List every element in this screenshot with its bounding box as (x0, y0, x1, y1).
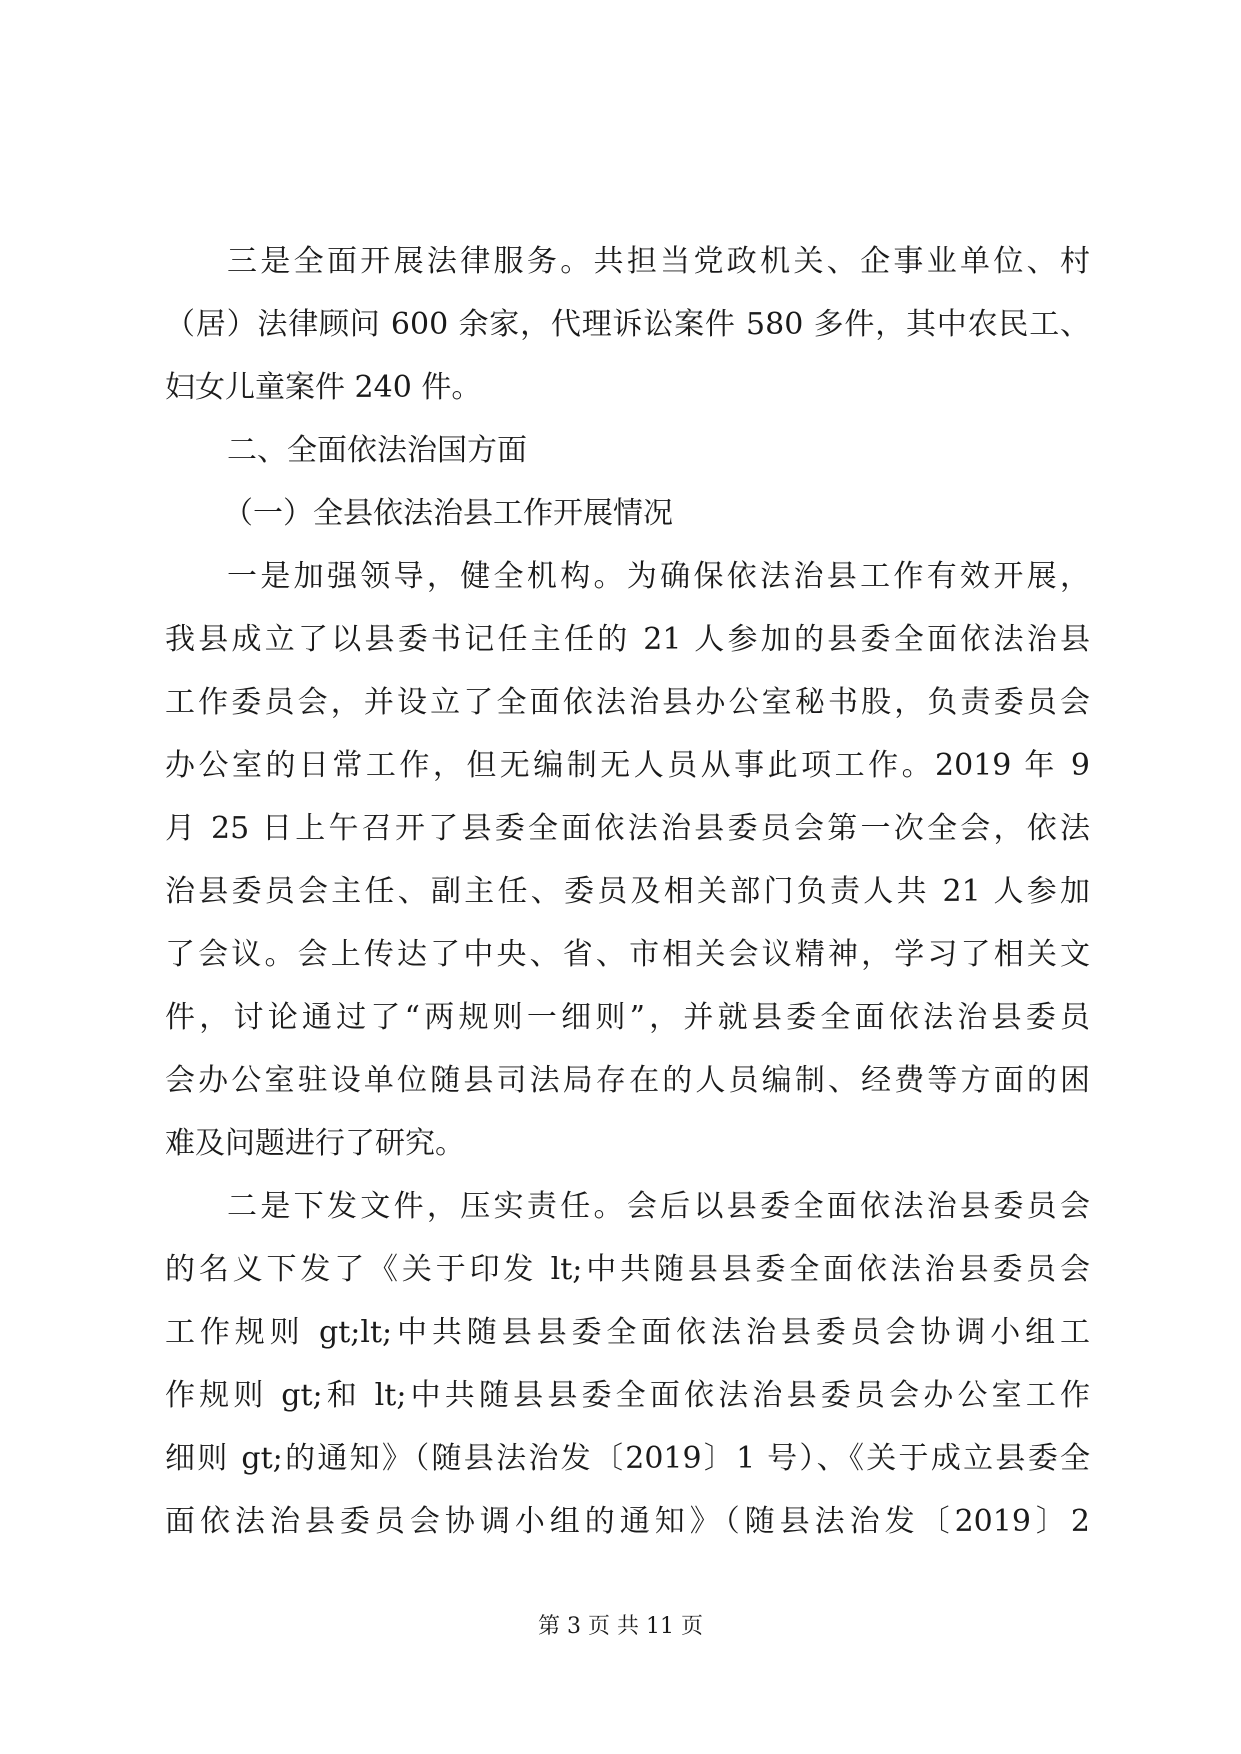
paragraph-line: 妇女儿童案件 240 件。 (165, 370, 482, 405)
paragraph-line: 了会议。会上传达了中央、省、市相关会议精神，学习了相关文 (165, 937, 1090, 972)
paragraph-line: 三是全面开展法律服务。共担当党政机关、企事业单位、村 (227, 244, 1090, 279)
paragraph-line: 工作规则 gt;lt;中共随县县委全面依法治县委员会协调小组工 (165, 1315, 1090, 1350)
paragraph-line: 的名义下发了《关于印发 lt;中共随县县委全面依法治县委员会 (165, 1252, 1090, 1287)
paragraph-line: 办公室的日常工作，但无编制无人员从事此项工作。2019 年 9 (165, 748, 1090, 783)
page-number-footer: 第 3 页 共 11 页 (538, 1614, 703, 1639)
section-heading: 二、全面依法治国方面 (227, 433, 527, 468)
paragraph-line: 一是加强领导，健全机构。为确保依法治县工作有效开展， (227, 559, 1090, 594)
paragraph-line: 难及问题进行了研究。 (165, 1126, 465, 1161)
paragraph-line: 面依法治县委员会协调小组的通知》（随县法治发〔2019〕2 (165, 1504, 1090, 1539)
paragraph-line: 会办公室驻设单位随县司法局存在的人员编制、经费等方面的困 (165, 1063, 1090, 1098)
paragraph-line: 细则 gt;的通知》（随县法治发〔2019〕1 号）、《关于成立县委全 (165, 1441, 1090, 1476)
subsection-heading: （一）全县依法治县工作开展情况 (223, 496, 673, 531)
paragraph-line: 我县成立了以县委书记任主任的 21 人参加的县委全面依法治县 (165, 622, 1090, 657)
paragraph-line: 工作委员会，并设立了全面依法治县办公室秘书股，负责委员会 (165, 685, 1090, 720)
paragraph-line: 治县委员会主任、副主任、委员及相关部门负责人共 21 人参加 (165, 874, 1090, 909)
document-body (165, 230, 1090, 1553)
paragraph-line: 作规则 gt;和 lt;中共随县县委全面依法治县委员会办公室工作 (165, 1378, 1090, 1413)
paragraph-line: （居）法律顾问 600 余家，代理诉讼案件 580 多件，其中农民工、 (165, 307, 1090, 342)
paragraph-line: 件，讨论通过了“两规则一细则”，并就县委全面依法治县委员 (165, 1000, 1090, 1035)
paragraph-line: 月 25 日上午召开了县委全面依法治县委员会第一次全会，依法 (165, 811, 1090, 846)
paragraph-line: 二是下发文件，压实责任。会后以县委全面依法治县委员会 (227, 1189, 1090, 1224)
